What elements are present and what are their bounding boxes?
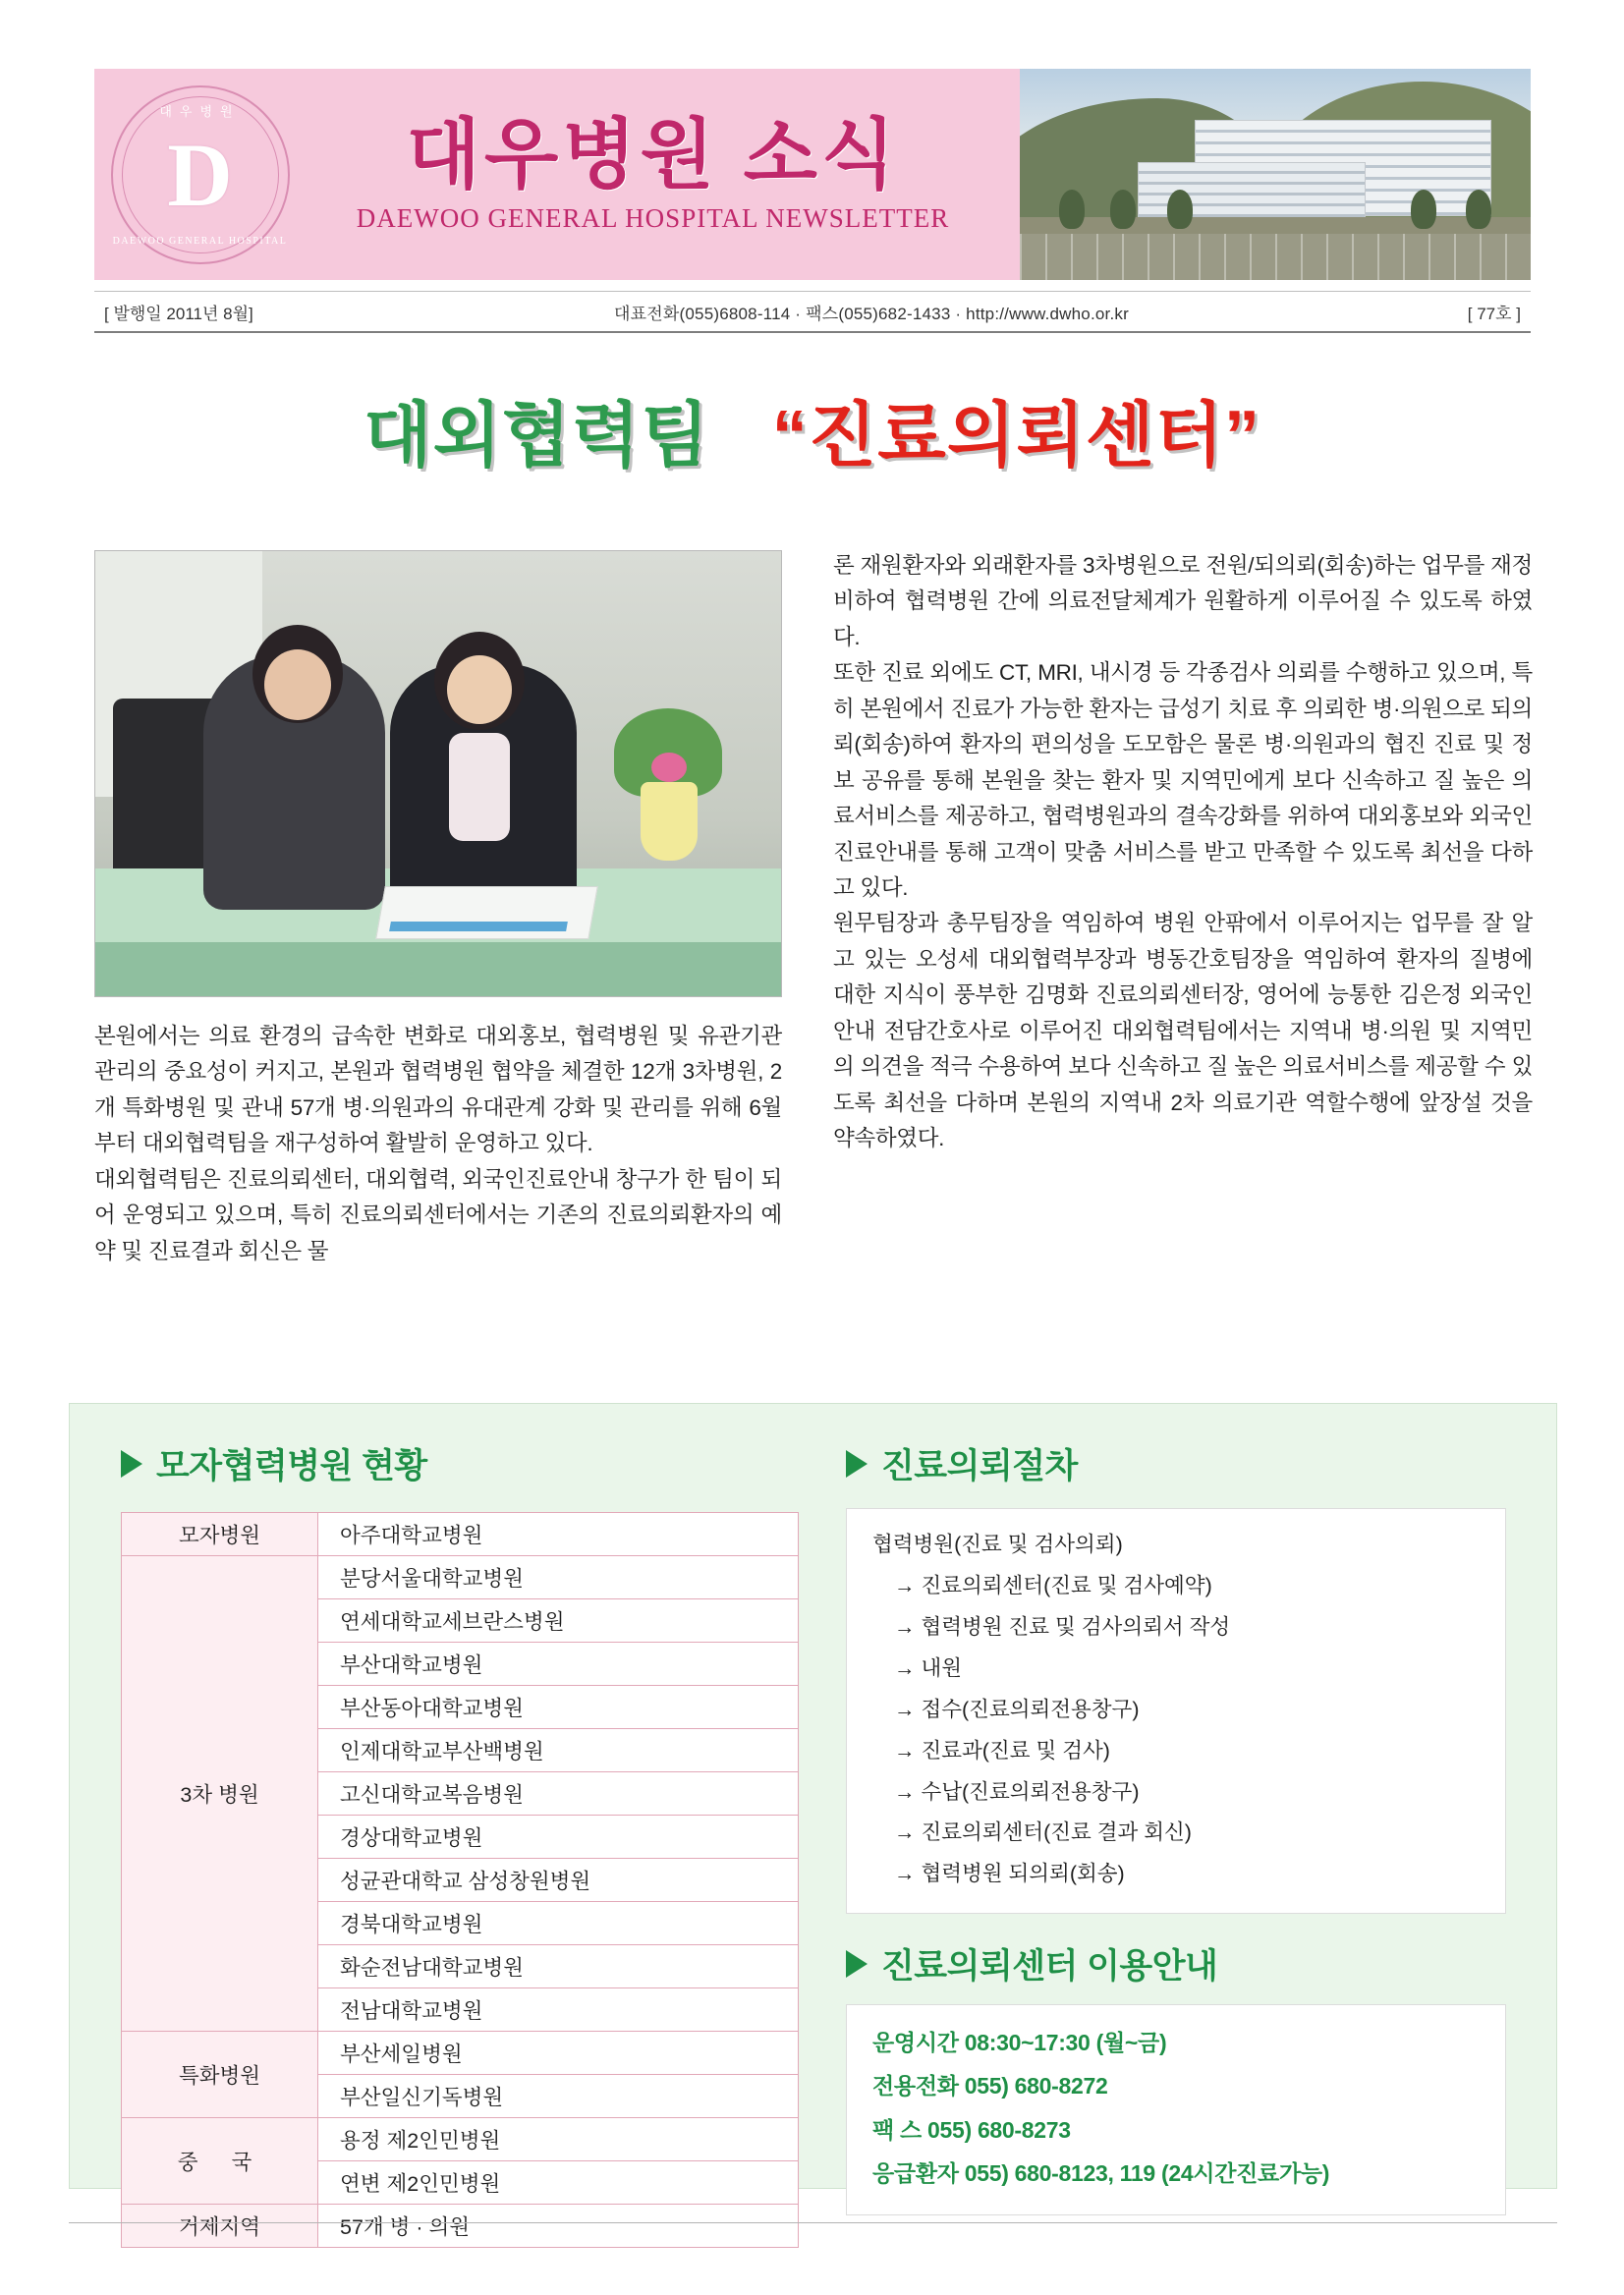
procedure-step: → 진료의뢰센터(진료 결과 회신) [894, 1820, 1192, 1845]
procedure-step: → 협력병원 진료 및 검사의뢰서 작성 [894, 1614, 1231, 1639]
procedure-step: → 진료의뢰센터(진료 및 검사예약) [894, 1573, 1212, 1597]
hospital-name-cell: 57개 병 · 의원 [318, 2205, 799, 2248]
article-right-column [833, 548, 1533, 1156]
hospital-name-cell: 아주대학교병원 [318, 1513, 799, 1556]
hospital-category-cell: 거제지역 [122, 2205, 318, 2248]
usage-info-line: 운영시간 08:30~17:30 (월~금) [872, 2030, 1167, 2056]
hospital-name-cell: 연세대학교세브란스병원 [318, 1599, 799, 1643]
article-paragraph: 또한 진료 외에도 CT, MRI, 내시경 등 각종검사 의뢰를 수행하고 있으며, 특히 본원에서 진료가 가능한 환자는 급성기 치료 후 의뢰한 병·의원으로 되의뢰(회송)하여 환자의 편의성을 도모함은 물론 병·의원과의 협진 진료 및 정보 공유를 통해 본원을 찾는 환자 및 지역민에게 보다 신속하고 질 높은 의료서비스를 제공하고, 협력병원과의 결속강화를 위하여 대외홍보와 외국인진료안내를 통해 고객이 맞춤 서비스를 받고 만족할 수 있도록 최선을 다하고 있다. [833, 660, 1533, 900]
hospital-name-cell: 용정 제2인민병원 [318, 2118, 799, 2161]
headline-green-part: 대외협력팀 [363, 397, 710, 476]
table-row [122, 1513, 799, 1556]
article-paragraph: 본원에서는 의료 환경의 급속한 변화로 대외홍보, 협력병원 및 유관기관 관리의 중요성이 커지고, 본원과 협력병원 협약을 체결한 12개 3차병원, 2개 특화병원 및 관내 57개 병·의원과의 유대관계 강화 및 관리를 위해 6월부터 대외협력팀을 재구성하여 활발히 운영하고 있다. [94, 1024, 782, 1156]
hospital-name-cell: 경북대학교병원 [318, 1902, 799, 1945]
triangle-bullet-icon [846, 1950, 868, 1978]
hospital-exterior-photo [1020, 69, 1531, 280]
consultation-photo [94, 550, 782, 997]
contact-info: 대표전화(055)6808-114 · 팩스(055)682-1433 · http://www.dwho.or.kr [614, 304, 1129, 323]
article-body-right [833, 548, 1533, 1156]
procedure-title [846, 1439, 1506, 1488]
triangle-bullet-icon [846, 1450, 868, 1478]
article-body-left [94, 1019, 782, 1269]
page-headline [0, 378, 1624, 480]
hospital-category-cell: 특화병원 [122, 2032, 318, 2118]
section-title-text: 모자협력병원 현황 [156, 1447, 427, 1485]
issue-number: [ 77호 ] [1467, 304, 1521, 323]
newsletter-title-en: DAEWOO GENERAL HOSPITAL NEWSLETTER [356, 202, 950, 233]
issue-date: [ 발행일 2011년 8월] [104, 304, 253, 323]
hospital-name-cell: 분당서울대학교병원 [318, 1556, 799, 1599]
hospital-name-cell: 인제대학교부산백병원 [318, 1729, 799, 1772]
procedure-step: → 접수(진료의뢰전용창구) [894, 1697, 1140, 1721]
partner-hospitals-section [121, 1439, 799, 2248]
procedure-step: → 협력병원 되의뢰(회송) [894, 1862, 1125, 1886]
logo-mark: D [167, 124, 233, 225]
hospital-name-cell: 경상대학교병원 [318, 1816, 799, 1859]
usage-info-line: 팩 스 055) 680-8273 [872, 2116, 1071, 2143]
masthead [94, 69, 1531, 280]
usage-title [846, 1939, 1506, 1988]
hospital-logo [94, 69, 306, 280]
procedure-step: → 수납(진료의뢰전용창구) [894, 1779, 1140, 1804]
logo-circle-icon [111, 85, 290, 264]
hospital-name-cell: 부산동아대학교병원 [318, 1686, 799, 1729]
procedure-step: → 내원 [894, 1655, 963, 1680]
hospital-name-cell: 부산대학교병원 [318, 1643, 799, 1686]
partner-hospitals-title [121, 1439, 799, 1488]
partner-hospitals-table [121, 1512, 799, 2248]
procedure-step: 협력병원(진료 및 검사의뢰) [872, 1533, 1123, 1556]
usage-info-line: 응급환자 055) 680-8123, 119 (24시간진료가능) [872, 2159, 1330, 2186]
masthead-title-block [306, 69, 1020, 280]
hospital-category-cell: 3차 병원 [122, 1556, 318, 2032]
headline-red-part: “진료의뢰센터” [771, 397, 1261, 476]
hospital-category-cell: 중 국 [122, 2118, 318, 2205]
triangle-bullet-icon [121, 1450, 142, 1478]
newsletter-title-ko: 대우병원 소식 [406, 111, 900, 198]
hospital-name-cell: 화순전남대학교병원 [318, 1945, 799, 1988]
contact-bar [94, 291, 1531, 333]
logo-bottom-text: DAEWOO GENERAL HOSPITAL [112, 235, 288, 247]
table-row [122, 1556, 799, 1599]
procedure-steps-box [846, 1508, 1506, 1914]
hospital-category-cell: 모자병원 [122, 1513, 318, 1556]
article-paragraph: 대외협력팀은 진료의뢰센터, 대외협력, 외국인진료안내 창구가 한 팀이 되어 운영되고 있으며, 특히 진료의뢰센터에서는 기존의 진료의뢰환자의 예약 및 진료결과 회신은 물 [94, 1166, 782, 1263]
hospital-name-cell: 전남대학교병원 [318, 1988, 799, 2032]
procedure-section [846, 1439, 1506, 2215]
procedure-step: → 진료과(진료 및 검사) [894, 1738, 1110, 1763]
footer-divider [69, 2222, 1557, 2223]
section-title-text: 진료의뢰절차 [881, 1447, 1078, 1485]
hospital-name-cell: 성균관대학교 삼성창원병원 [318, 1859, 799, 1902]
usage-info-box [846, 2004, 1506, 2215]
table-row [122, 2032, 799, 2075]
logo-top-text: 대우병원 [159, 103, 241, 119]
hospital-name-cell: 고신대학교복음병원 [318, 1772, 799, 1816]
table-row [122, 2205, 799, 2248]
article-paragraph: 원무팀장과 총무팀장을 역임하여 병원 안팎에서 이루어지는 업무를 잘 알고 있는 오성세 대외협력부장과 병동간호팀장을 역임하여 환자의 질병에 대한 지식이 풍부한 김명화 진료의뢰센터장, 영어에 능통한 김은정 외국인 안내 전담간호사로 이루어진 대외협력팀에서는 지역내 병·의원 및 지역민의 의견을 적극 수용하여 보다 신속하고 질 높은 의료서비스를 제공할 수 있도록 최선을 다하며 본원의 지역내 2차 의료기관 역할수행에 앞장설 것을 약속하였다. [833, 911, 1533, 1150]
usage-info-line: 전용전화 055) 680-8272 [872, 2073, 1108, 2099]
hospital-name-cell: 연변 제2인민병원 [318, 2161, 799, 2205]
table-row [122, 2118, 799, 2161]
article-left-column [94, 550, 782, 1269]
section-title-text: 진료의뢰센터 이용안내 [881, 1947, 1218, 1987]
info-panel [69, 1403, 1557, 2239]
article-paragraph: 론 재원환자와 외래환자를 3차병원으로 전원/되의뢰(회송)하는 업무를 재정비하여 협력병원 간에 의료전달체계가 원활하게 이루어질 수 있도록 하였다. [833, 553, 1533, 649]
hospital-name-cell: 부산일신기독병원 [318, 2075, 799, 2118]
hospital-name-cell: 부산세일병원 [318, 2032, 799, 2075]
